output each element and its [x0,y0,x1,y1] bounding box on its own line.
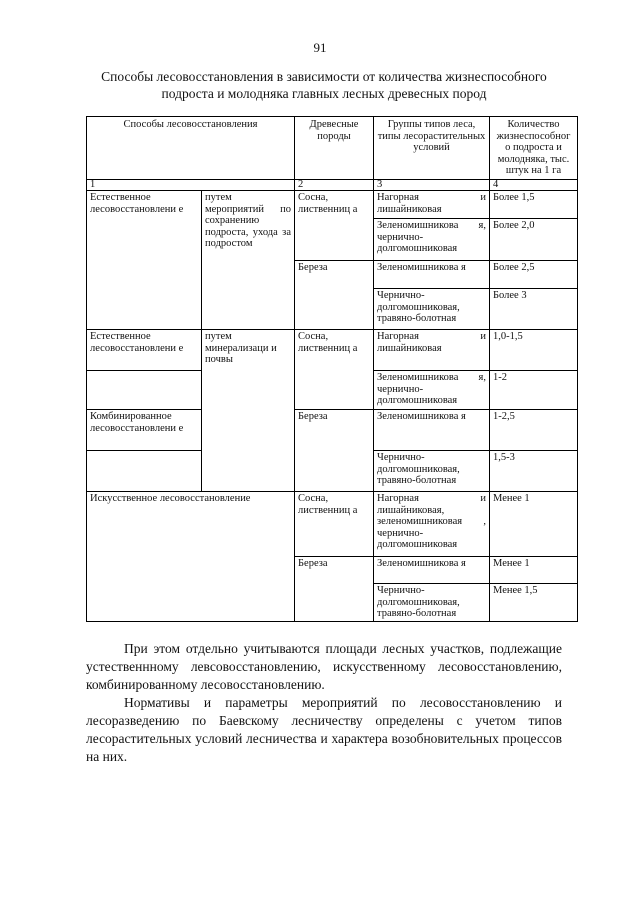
forest-group-text: Нагорная и лишайниковая, зеленомишниковая , чернично-долгомошниковая [377,493,486,550]
method-cell: Естественное лесовосстановлени е [87,191,202,330]
table-title [86,68,562,102]
forest-group-cell [374,492,490,557]
table-number-row [87,180,578,191]
forest-group-cell [374,371,490,410]
forest-group-cell [374,191,490,219]
col-number-4: 4 [490,180,578,191]
empty-method-cell [87,451,202,492]
species-cell: Береза [295,557,374,622]
means-text: путем мероприятий по сохранению подроста, ухода за подростом [205,192,291,249]
species-cell: Береза [295,261,374,330]
quantity-cell: Менее 1 [490,492,578,557]
quantity-cell: 1-2 [490,371,578,410]
header-species: Древесные породы [295,117,374,180]
paragraph-2-text: Нормативы и параметры мероприятий по лесовосстановлению и лесоразведению по Баевскому лесничеству определены с учетом типов лесорастительных условий лесничества и характера возобновительных процессов на них. [86,695,562,764]
means-cell [202,191,295,330]
quantity-cell: Более 1,5 [490,191,578,219]
table-row [87,330,578,371]
species-cell: Сосна, лиственниц а [295,191,374,261]
page-number: 91 [313,40,327,55]
header-groups: Группы типов леса, типы лесорастительных условий [374,117,490,180]
species-cell: Сосна, лиственниц а [295,492,374,557]
header-quantity: Количество жизнеспособног о подроста и молодняка, тыс. штук на 1 га [490,117,578,180]
forest-group-text: Нагорная и лишайниковая [377,331,486,354]
species-cell: Береза [295,410,374,492]
means-cell: путем минерализаци и почвы [202,330,295,492]
table-row [87,410,578,451]
col-number-3: 3 [374,180,490,191]
forest-group-cell: Чернично-долгомошниковая, травяно-болотная [374,584,490,622]
title-line-2: подроста и молодняка главных лесных древесных пород [161,86,487,101]
reforestation-table [86,116,578,622]
forest-group-cell [374,219,490,261]
quantity-cell: 1-2,5 [490,410,578,451]
quantity-cell: Менее 1,5 [490,584,578,622]
species-cell: Сосна, лиственниц а [295,330,374,410]
method-cell: Естественное лесовосстановлени е [87,330,202,371]
title-line-1: Способы лесовосстановления в зависимости от количества жизнеспособного [101,69,547,84]
forest-group-cell: Зеленомишникова я [374,410,490,451]
empty-method-cell [87,371,202,410]
forest-group-text: Зеленомишникова я, чернично-долгомошниковая [377,220,486,254]
forest-group-cell: Чернично-долгомошниковая, травяно-болотная [374,289,490,330]
paragraph-2 [86,694,562,766]
quantity-cell: 1,5-3 [490,451,578,492]
method-cell: Искусственное лесовосстановление [87,492,295,622]
table-header-row [87,117,578,180]
header-methods: Способы лесовосстановления [87,117,295,180]
paragraph-1-text: При этом отдельно учитываются площади лесных участков, подлежащие устественнному левсовосстановлению, искусственному лесовосстановлению, комбинированному лесовосстановлению. [86,641,562,692]
forest-group-text: Нагорная и лишайниковая [377,192,486,215]
forest-group-cell: Зеленомишникова я [374,557,490,584]
col-number-2: 2 [295,180,374,191]
table-row [87,191,578,219]
quantity-cell: Более 3 [490,289,578,330]
forest-group-cell: Зеленомишникова я [374,261,490,289]
method-cell: Комбинированное лесовосстановлени е [87,410,202,451]
quantity-cell: Более 2,5 [490,261,578,289]
quantity-cell: Менее 1 [490,557,578,584]
paragraph-1 [86,640,562,694]
quantity-cell: Более 2,0 [490,219,578,261]
quantity-cell: 1,0-1,5 [490,330,578,371]
col-number-1: 1 [87,180,295,191]
table-row [87,492,578,557]
forest-group-text: Зеленомишникова я, чернично-долгомошниковая [377,372,486,406]
forest-group-cell [374,330,490,371]
forest-group-cell: Чернично-долгомошниковая, травяно-болотная [374,451,490,492]
